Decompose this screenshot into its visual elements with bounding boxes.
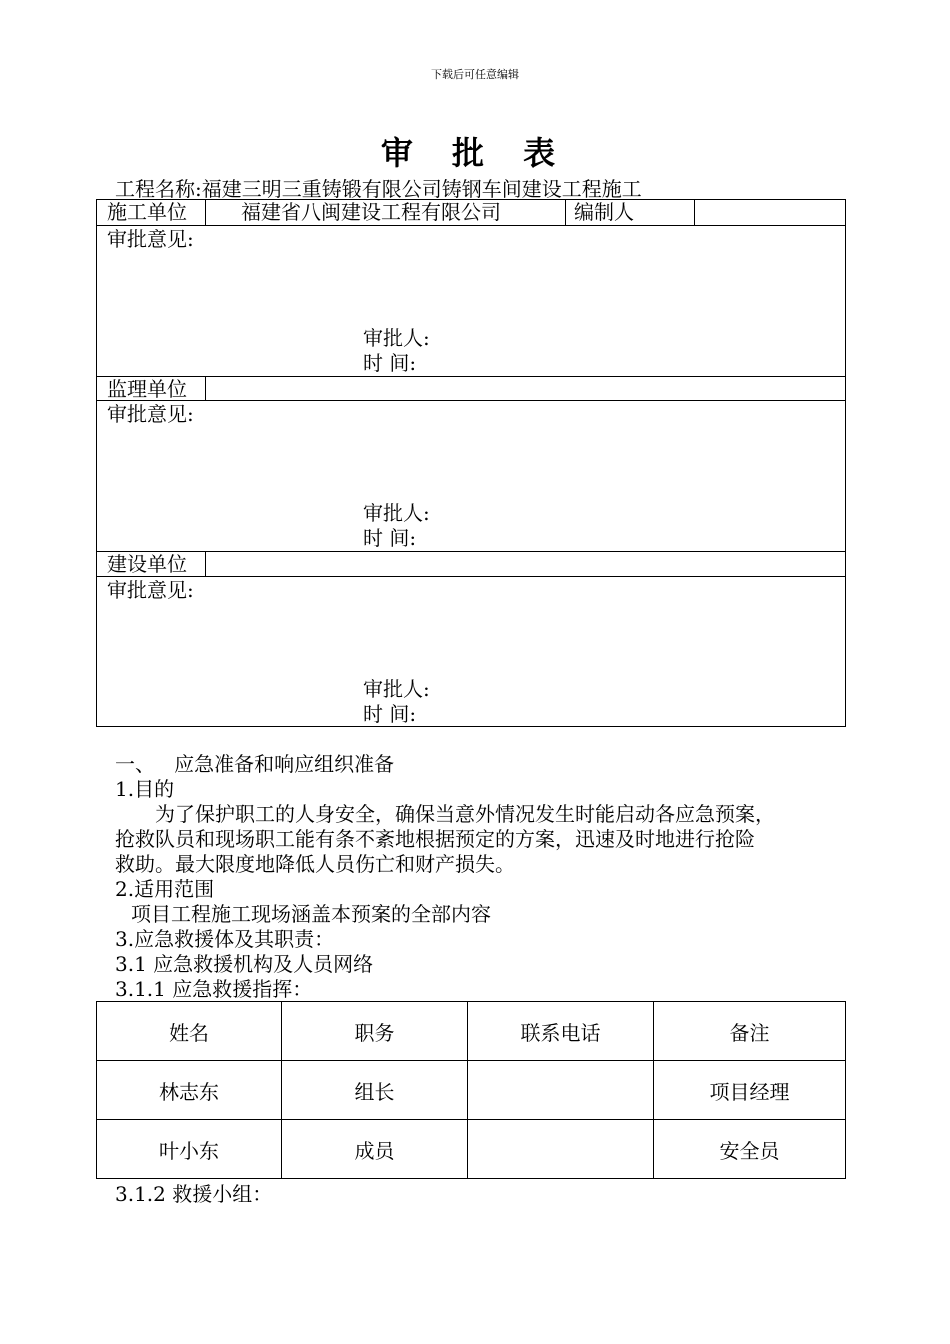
opinion-label-1: 审批意见: [107, 227, 194, 251]
building-unit-field[interactable] [206, 552, 845, 576]
paragraph-purpose-line-1: 为了保护职工的人身安全，确保当意外情况发生时能启动各应急预案， [155, 802, 775, 826]
paragraph-purpose-line-3: 救助。最大限度地降低人员伤亡和财产损失。 [115, 852, 515, 876]
header-note: 下载后可任意编辑 [431, 68, 519, 81]
heading-rescue-system: 3.应急救援体及其职责： [115, 927, 335, 951]
command-table [96, 1001, 846, 1179]
project-name: 工程名称:福建三明三重铸锻有限公司铸钢车间建设工程施工 [115, 177, 642, 201]
heading-rescue-command: 3.1.1 应急救援指挥： [115, 977, 313, 1001]
time-label-1: 时 间: [363, 351, 417, 375]
cell-phone [468, 1120, 654, 1179]
page-title: 审 批 表 [380, 134, 570, 172]
table-row [97, 1120, 846, 1179]
heading-purpose: 1.目的 [115, 777, 175, 801]
opinion-label-2: 审批意见: [107, 402, 194, 426]
cell-phone [468, 1061, 654, 1120]
cell-remark: 安全员 [654, 1120, 846, 1179]
column-header-phone: 联系电话 [468, 1002, 654, 1061]
heading-rescue-network: 3.1 应急救援机构及人员网络 [115, 952, 374, 976]
approver-label-2: 审批人: [363, 501, 430, 525]
time-label-2: 时 间: [363, 526, 417, 550]
supervision-unit-label: 监理单位 [107, 377, 187, 401]
column-header-position: 职务 [282, 1002, 468, 1061]
opinion-label-3: 审批意见: [107, 578, 194, 602]
supervision-unit-field[interactable] [206, 377, 845, 400]
heading-scope: 2.适用范围 [115, 877, 215, 901]
building-unit-label: 建设单位 [107, 552, 187, 576]
cell-name: 叶小东 [97, 1120, 282, 1179]
compiler-label: 编制人 [574, 200, 634, 224]
table-header-row [97, 1002, 846, 1061]
cell-remark: 项目经理 [654, 1061, 846, 1120]
cell-name: 林志东 [97, 1061, 282, 1120]
paragraph-scope: 项目工程施工现场涵盖本预案的全部内容 [131, 902, 491, 926]
heading-rescue-team: 3.1.2 救援小组： [115, 1182, 273, 1206]
approver-label-1: 审批人: [363, 326, 430, 350]
approver-label-3: 审批人: [363, 677, 430, 701]
compiler-field[interactable] [695, 200, 845, 225]
table-row [97, 1061, 846, 1120]
construction-unit-label: 施工单位 [107, 200, 187, 224]
column-header-remark: 备注 [654, 1002, 846, 1061]
construction-unit-value: 福建省八闽建设工程有限公司 [241, 200, 501, 224]
cell-position: 成员 [282, 1120, 468, 1179]
paragraph-purpose-line-2: 抢救队员和现场职工能有条不紊地根据预定的方案，迅速及时地进行抢险 [115, 827, 755, 851]
cell-position: 组长 [282, 1061, 468, 1120]
column-header-name: 姓名 [97, 1002, 282, 1061]
approval-form [96, 199, 846, 727]
section-heading: 一、 应急准备和响应组织准备 [115, 752, 395, 776]
time-label-3: 时 间: [363, 702, 417, 726]
